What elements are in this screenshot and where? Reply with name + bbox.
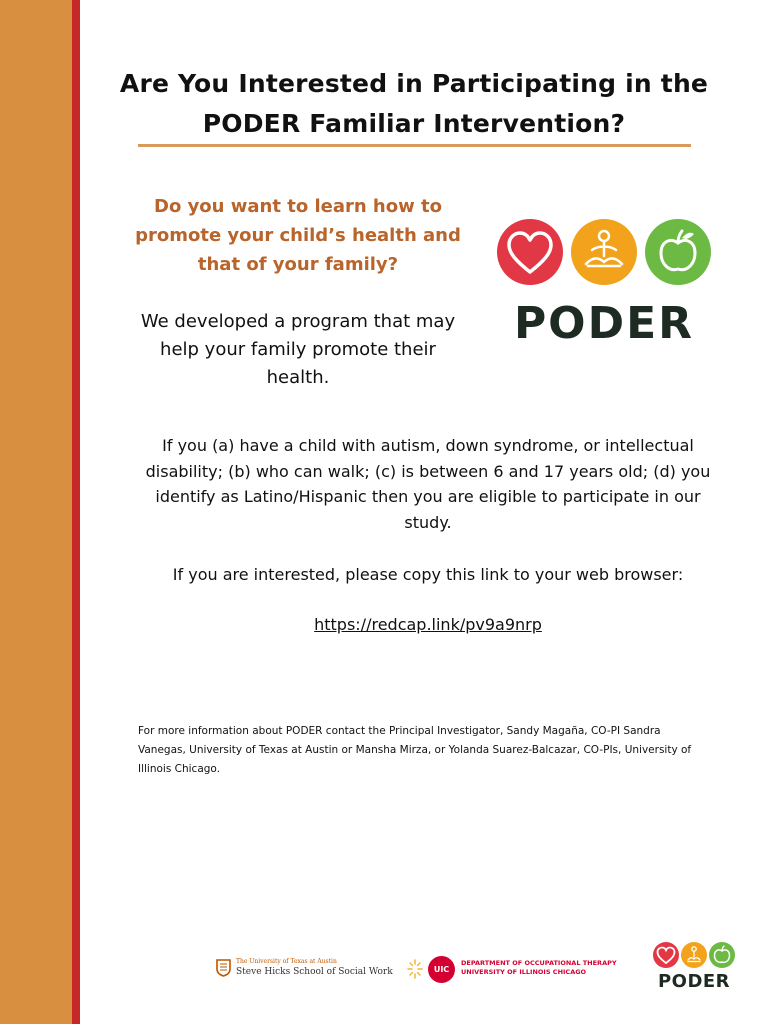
- mini-apple-icon: [709, 942, 735, 968]
- ut-shield-icon: [216, 959, 231, 977]
- uic-badge: UIC: [428, 956, 455, 983]
- ut-school-name: Steve Hicks School of Social Work: [236, 967, 393, 977]
- survey-link[interactable]: https://redcap.link/pv9a9nrp: [314, 615, 542, 634]
- mini-lotus-icon: [681, 942, 707, 968]
- ut-university-name: The University of Texas at Austin: [236, 958, 337, 965]
- headline-rule: [138, 144, 691, 147]
- uic-ot-logo: [428, 954, 618, 984]
- eligibility-text: If you (a) have a child with autism, down syndrome, or intellectual disability; (b) who can walk; (c) is between 6 and 17 years old; (d) you identify as Latino/Hispanic then you are eligible to participate in our study.: [145, 436, 711, 532]
- headline: Are You Interested in Participating in the PODER Familiar Intervention?: [119, 69, 709, 138]
- heart-icon: [497, 219, 563, 285]
- side-stripe: [72, 0, 80, 1024]
- apple-icon: [645, 219, 711, 285]
- footer-poder-logo: [652, 940, 736, 996]
- ut-austin-logo: [216, 954, 406, 984]
- poder-wordmark: PODER: [513, 298, 695, 349]
- mini-heart-icon: [653, 942, 679, 968]
- lotus-icon: [571, 219, 637, 285]
- contact-text: For more information about PODER contact the Principal Investigator, Sandy Magaña, CO-PI Sandra Vanegas, University of Texas at Austin or Mansha Mirza, or Yolanda Suarez-Balcazar, CO-PIs, University of Illinois Chicago.: [138, 725, 692, 775]
- poder-logo: [494, 216, 714, 356]
- footer-poder-wordmark: PODER: [657, 971, 731, 992]
- sparkle-divider-icon: [407, 958, 423, 980]
- intro-text: We developed a program that may help your family promote their health.: [140, 311, 456, 388]
- uic-department-name: DEPARTMENT OF OCCUPATIONAL THERAPY: [461, 959, 617, 967]
- instruction-text: If you are interested, please copy this link to your web browser:: [172, 565, 684, 584]
- side-band: [0, 0, 72, 1024]
- question-text: Do you want to learn how to promote your child’s health and that of your family?: [135, 196, 461, 275]
- uic-university-name: UNIVERSITY OF ILLINOIS CHICAGO: [461, 968, 587, 976]
